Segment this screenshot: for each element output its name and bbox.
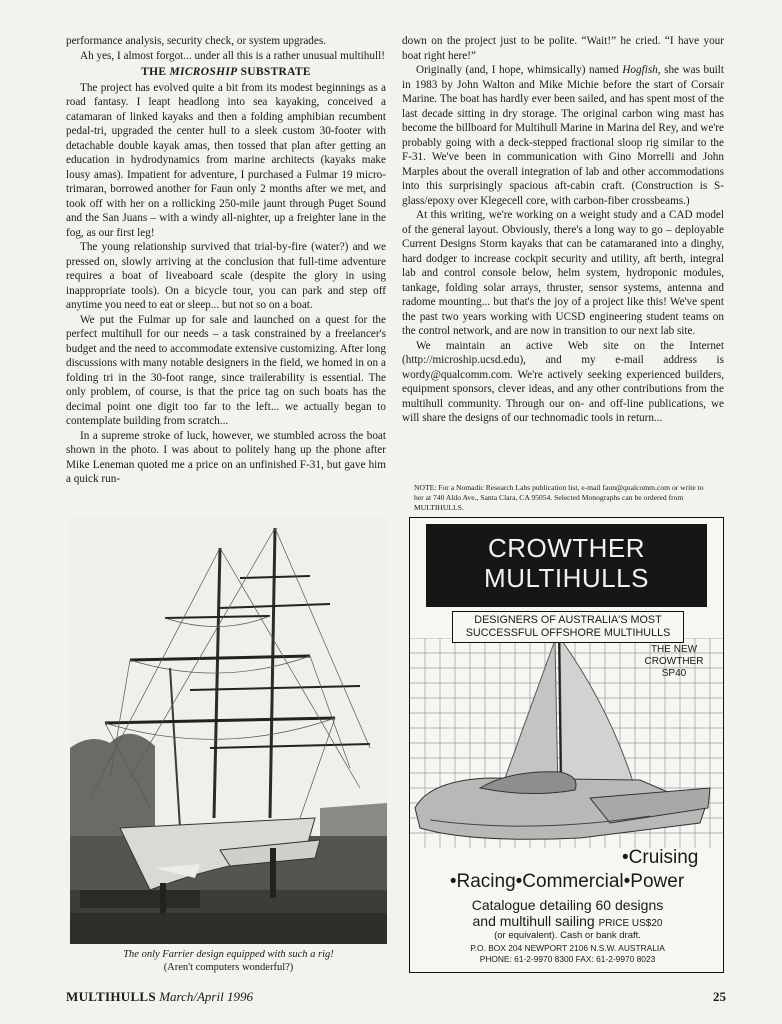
paragraph: down on the project just to be polite. “Wait!” he cried. “I have your boat right here!” (402, 35, 724, 62)
ad-title-block: CROWTHER MULTIHULLS (426, 524, 707, 607)
ad-categories: •Racing•Commercial•Power (449, 871, 685, 892)
ad-catalogue: Catalogue detailing 60 designs and multihull sailing PRICE US$20 (471, 897, 664, 929)
paragraph: We maintain an active Web site on the Internet (http://microship.ucsd.edu), and my e-mail address is wordy@qualcomm.com. We're actively seeking experienced builders, equipment sponsors, clever ideas, and any other contributions from the multihull community. Through our on- and off-line publications, we will share the designs of our technomadic tools in return... (402, 339, 724, 424)
boat-photo (70, 518, 387, 944)
paragraph: Originally (and, I hope, whimsically) named Hogfish, she was built in 1983 by John Walton and Mike Michie before the start of Corsair Marine. The boat has hardly ever been sailed, and has spent most of the last decade sitting in dry storage. The original carbon wing mast has become the billboard for Multihull Marine in Marina del Rey, and we're probably going with a deck-stepped fractional sloop rig similar to the F-31. We've been in communication with Gino Morrelli and John Marples about the overall integration of lab and other accommodations into this surprisingly spacious aft-cabin craft. (Construction is S-glass/epoxy over Klegecell core, with carbon-fiber crossbeams.) (402, 64, 724, 207)
paragraph: At this writing, we're working on a weight study and a CAD model of the general layout. Obviously, there's a long way to go – deployable Current Designs Storm kayaks that can be catamaraned into a dinghy, hard dodger to increase cockpit security and utility, aft berth, integral lab and control console below, helm system, hydroponic modules, tankage, folding solar arrays, thruster, sensor systems, antenna and radome mounting... but that's the joy of a project like this! We've spent the past two years working with UCSD engineering student teams on the control network, and are now in transition to our next lab site. (402, 209, 724, 337)
paragraph: Ah yes, I almost forgot... under all this is a rather unusual multihull! (80, 49, 385, 62)
issue-date: March/April 1996 (159, 989, 253, 1004)
article-left-column (66, 34, 386, 487)
article-right-column (402, 34, 724, 426)
paragraph: performance analysis, security check, or system upgrades. (66, 35, 327, 47)
ad-contact: P.O. BOX 204 NEWPORT 2106 N.S.W. AUSTRALIA PHONE: 61-2-9970 8300 FAX: 61-2-9970 8023 (470, 943, 665, 964)
section-heading: THE MICROSHIP SUBSTRATE (141, 66, 311, 78)
page-number: 25 (713, 989, 726, 1004)
paragraph: In a supreme stroke of luck, however, we stumbled across the boat shown in the photo. I was about to politely hang up the phone after Mike Leneman quoted me a price on an unfinished F-31, but gave him a quick run- (66, 429, 386, 485)
ad-payment: (or equivalent). Cash or bank draft. (494, 930, 641, 941)
page-footer (66, 989, 726, 1005)
crowther-advertisement (409, 517, 724, 973)
magazine-name: MULTIHULLS (66, 989, 156, 1004)
paragraph: The project has evolved quite a bit from its modest beginnings as a road fantasy. I leapt headlong into sea kayaking, conceived a catamaran of linked kayaks and then a folding amphibian recumbent pedal-tri, upgraded the center hull to a sleek custom 30-footer with detachable double kayak amas, then tossed that plan after getting an education in hydrodynamics from marine architects (kayaks make lousy amas). Impatient for adventure, I purchased a Fulmar 19 micro-trimaran, borrowed another for Faun only 2 months after we met, and took off with her on a rollicking 250-mile jaunt through Puget Sound and the San Juans – with a windy all-nighter, up a freighter lane in the fog, as our first leg! (66, 81, 386, 239)
paragraph: The young relationship survived that trial-by-fire (water?) and we pressed on, slowly arriving at the conclusion that full-time adventure requires a boat of liveaboard scale (despite the glory in using inappropriate tools). On a bicycle tour, you can park and step off anytime you need to eat or sleep... but not so on a boat. (66, 241, 386, 311)
photo-caption: The only Farrier design equipped with such a rig! (Aren't computers wonderful?) (123, 949, 334, 973)
ad-model-label: THE NEW CROWTHER SP40 (644, 644, 704, 679)
footnote: NOTE: For a Nomadic Research Labs publication list, e-mail faun@qualcomm.com or write to her at 740 Aldo Ave., Santa Clara, CA 95054. Selected Monographs can be ordered from MULTIHULLS. (414, 483, 704, 512)
ad-subtitle: DESIGNERS OF AUSTRALIA'S MOST SUCCESSFUL OFFSHORE MULTIHULLS (452, 611, 684, 643)
paragraph: We put the Fulmar up for sale and launched on a quest for the perfect multihull for our needs – a task constrained by a freelancer's budget and the need to accommodate extensive customizing. After long discussions with many notable designers in the field, we homed in on a folding tri in the 30-foot range, since trailerability is essential. The only problem, of course, is that the price tag on such boats has the decimal point one digit too far to the left... we actually began to contemplate building from scratch... (66, 313, 386, 427)
ad-cruising: •Cruising (622, 847, 699, 868)
